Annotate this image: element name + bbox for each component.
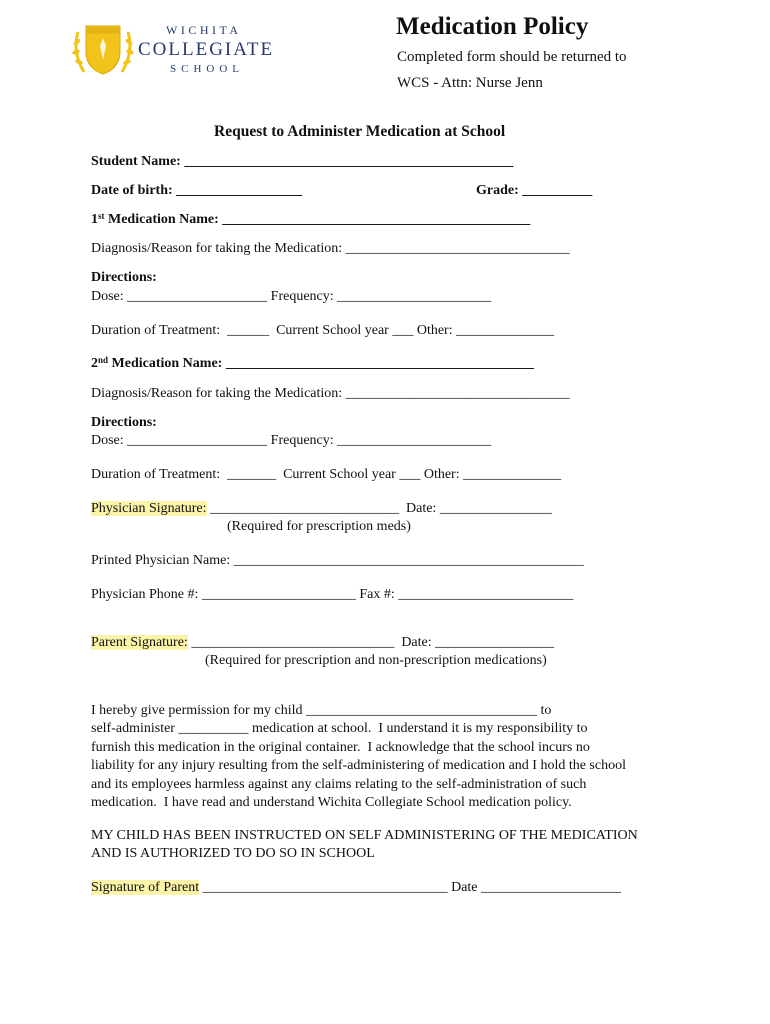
grade-field: Grade: __________	[476, 183, 593, 198]
printed-physician-name-field: Printed Physician Name: __________________________________________________	[91, 553, 584, 568]
medication-2-ordinal: nd	[98, 355, 109, 365]
page-title: Medication Policy	[396, 13, 589, 40]
return-instruction-line-1: Completed form should be returned to	[397, 49, 627, 65]
physician-signature-note: (Required for prescription meds)	[227, 519, 411, 534]
medication-1-number: 1	[91, 212, 98, 227]
logo-line-3: SCHOOL	[170, 63, 245, 75]
logo-line-2: COLLEGIATE	[138, 39, 275, 60]
medication-1-ordinal: st	[98, 211, 105, 221]
parent-signature-field	[91, 635, 554, 651]
student-name-field: Student Name: _______________________________________________	[91, 154, 514, 169]
physician-phone-fax-field: Physician Phone #: ______________________ Fax #: _________________________	[91, 587, 574, 602]
logo-line-1: WICHITA	[166, 23, 242, 37]
parent-signature-note: (Required for prescription and non-prescription medications)	[205, 653, 547, 668]
signature-of-parent-label: Signature of Parent	[91, 880, 200, 895]
medication-1-duration-field: Duration of Treatment: ______ Current School year ___ Other: ______________	[91, 323, 555, 338]
school-logo	[72, 20, 282, 80]
medication-2-directions-label: Directions:	[91, 415, 157, 430]
medication-1-name-field	[91, 212, 530, 228]
physician-signature-field	[91, 501, 552, 517]
physician-signature-label: Physician Signature:	[91, 501, 207, 516]
medication-2-diagnosis-field: Diagnosis/Reason for taking the Medication: ________________________________	[91, 386, 570, 401]
parent-signature-label: Parent Signature:	[91, 635, 188, 650]
return-instruction-line-2: WCS - Attn: Nurse Jenn	[397, 75, 543, 91]
medication-1-directions-label: Directions:	[91, 270, 157, 285]
medication-2-dose-frequency-field: Dose: ____________________ Frequency: ______________________	[91, 433, 492, 448]
parent-final-signature-field	[91, 880, 621, 896]
form-heading: Request to Administer Medication at School	[214, 123, 506, 140]
medication-2-duration-field: Duration of Treatment: _______ Current School year ___ Other: ______________	[91, 467, 562, 482]
medication-2-label: Medication Name: ____________________________________________	[108, 356, 534, 371]
medication-1-dose-frequency-field: Dose: ____________________ Frequency: ______________________	[91, 289, 492, 304]
medication-1-label: Medication Name: ____________________________________________	[104, 212, 531, 227]
signature-of-parent-line: ___________________________________ Date ____________________	[199, 880, 622, 895]
self-administration-permission-text: I hereby give permission for my child _________________________________ to self-administer __________ medication at school. I understand it is my responsibility to furnish this medication in the original container. I acknowledge that the school incurs no liability for any injury resulting from the self-administering of medication and I hold the school and its employees harmless against any claims relating to the self-administration of such medication. I have read and understand Wichita Collegiate School medication policy.	[91, 703, 626, 811]
self-administration-authorization-text: MY CHILD HAS BEEN INSTRUCTED ON SELF ADMINISTERING OF THE MEDICATION AND IS AUTHORIZED TO DO SO IN SCHOOL	[91, 828, 638, 862]
dob-field: Date of birth: __________________	[91, 183, 303, 198]
parent-signature-line: _____________________________ Date: _________________	[187, 635, 555, 650]
medication-1-diagnosis-field: Diagnosis/Reason for taking the Medication: ________________________________	[91, 241, 570, 256]
physician-signature-line: ___________________________ Date: ________________	[206, 501, 552, 516]
medication-2-number: 2	[91, 356, 98, 371]
medication-2-name-field	[91, 356, 534, 372]
